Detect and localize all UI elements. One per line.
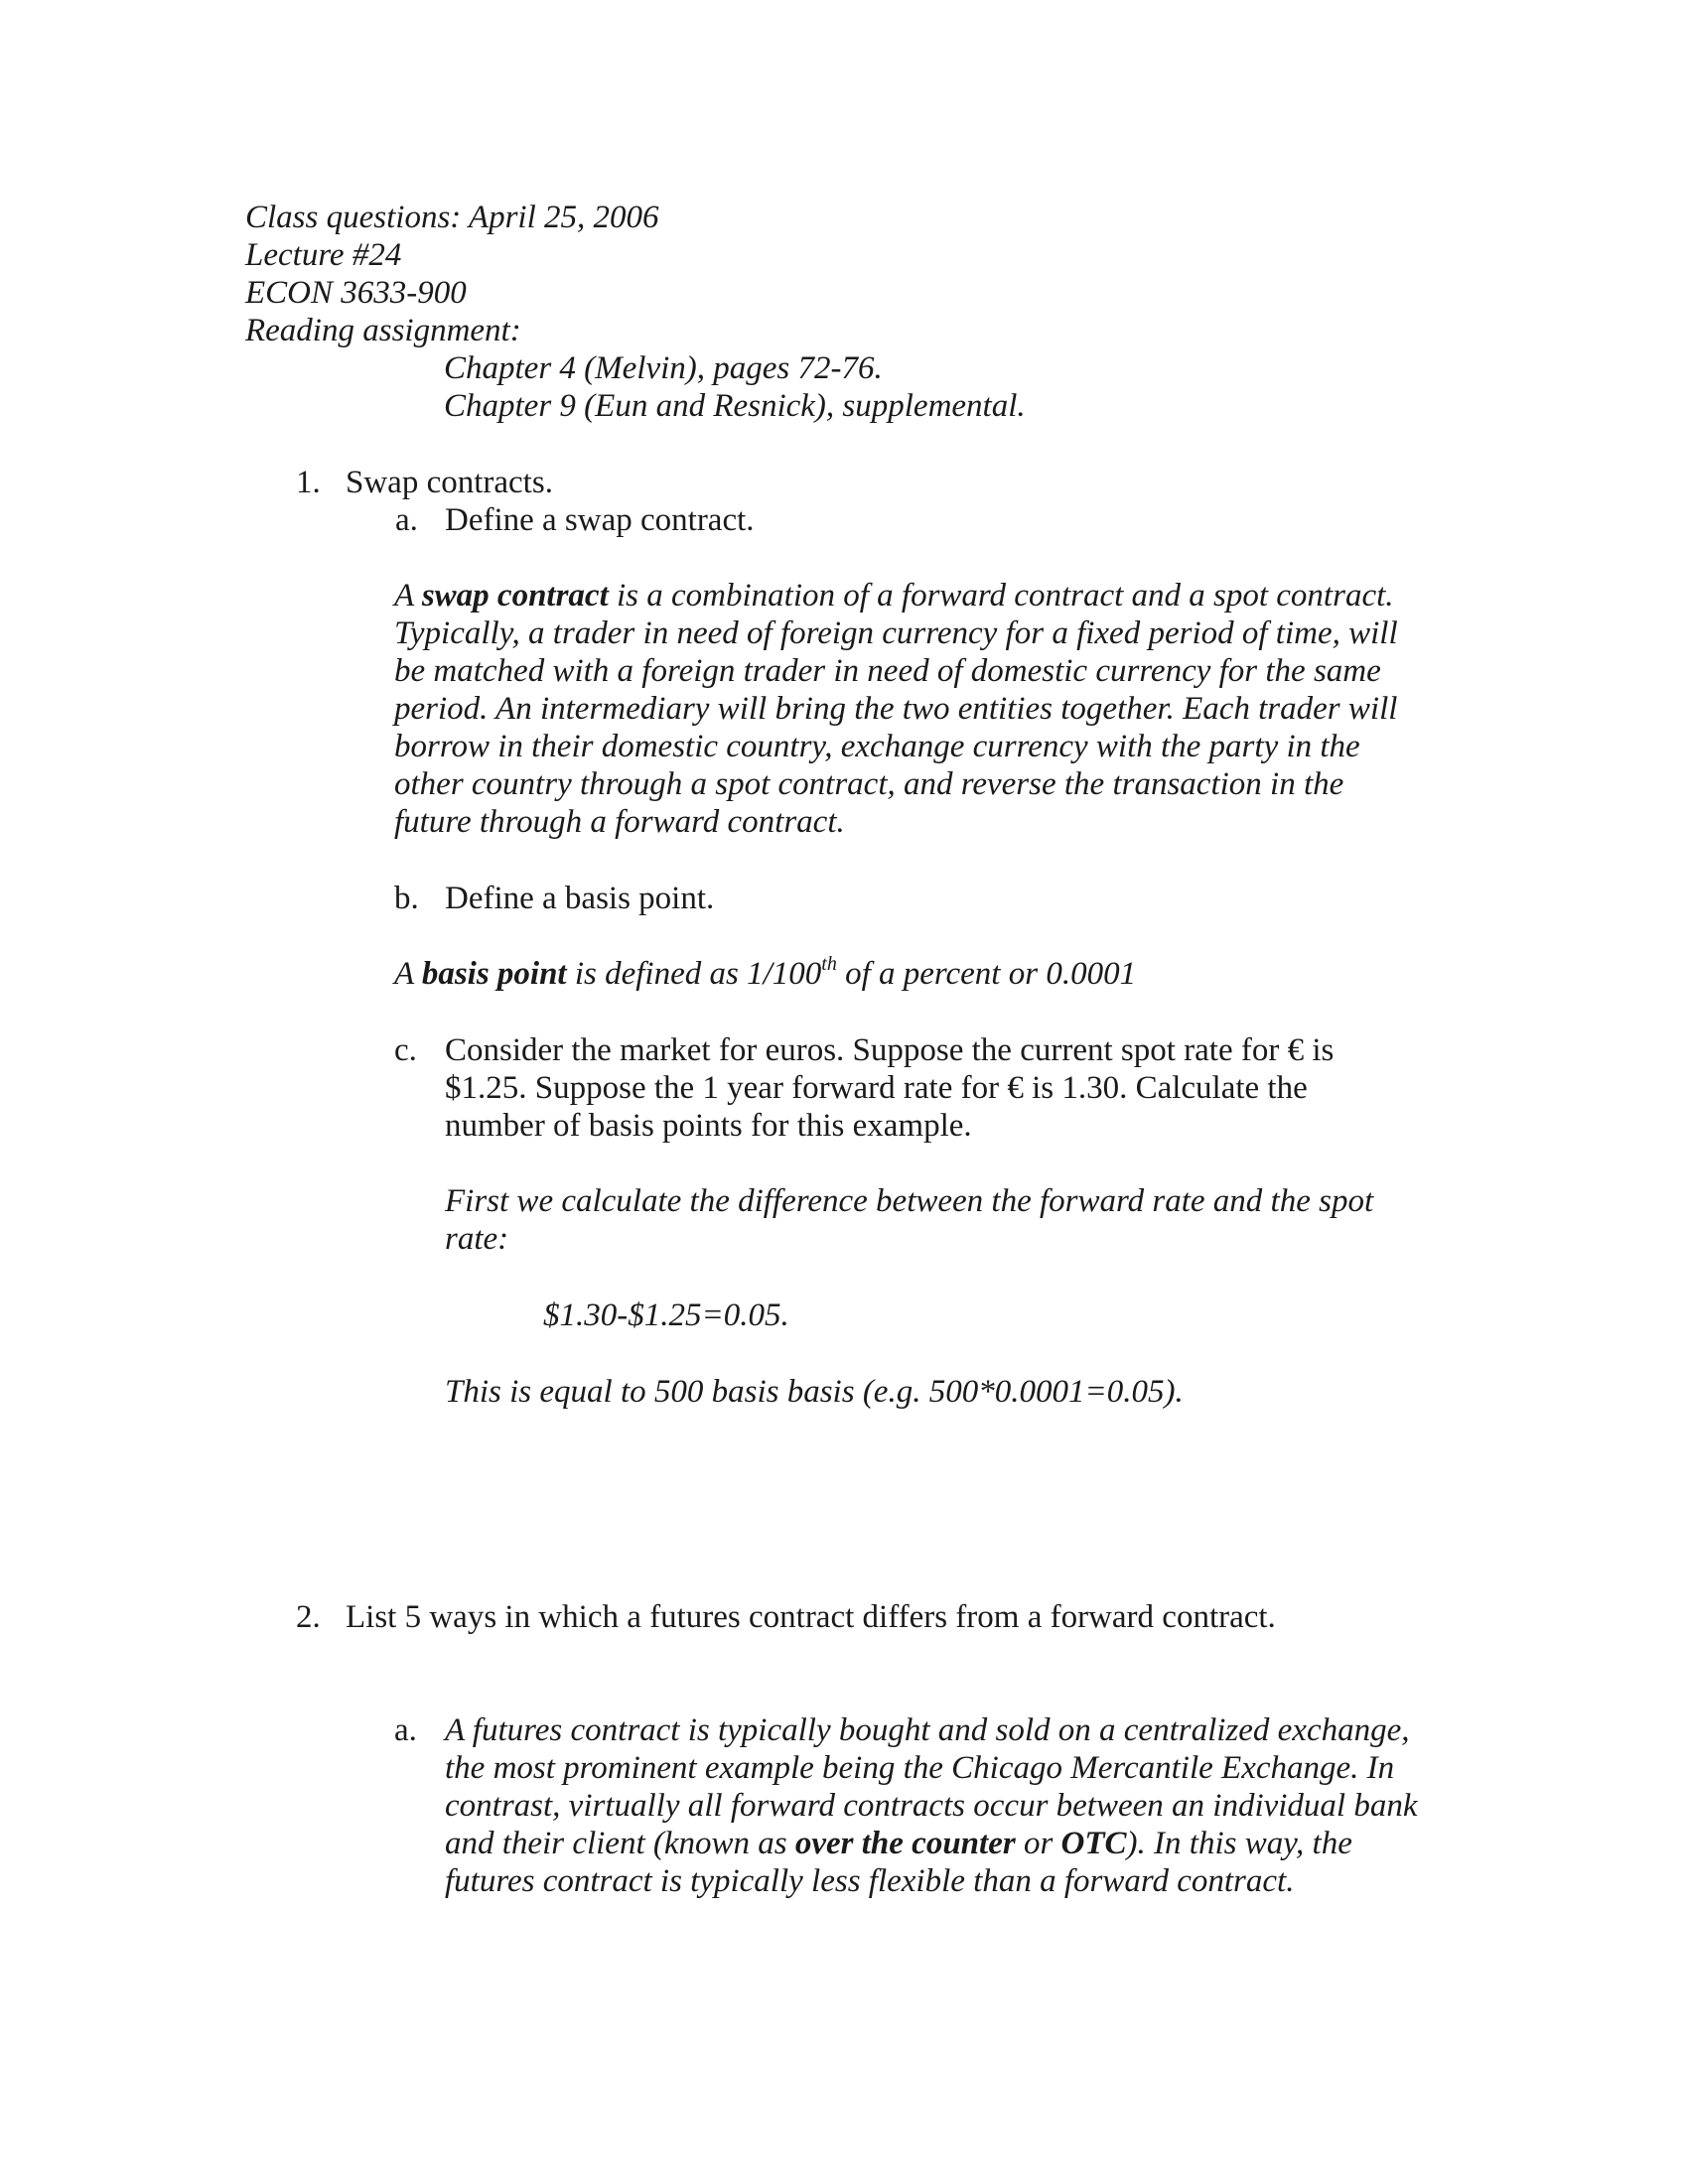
answer-lead: A	[394, 956, 422, 992]
swap-contract-answer	[394, 577, 1398, 841]
answer-text: ). In this way, the	[1126, 1826, 1352, 1861]
question-1c-line-2: $1.25. Suppose the 1 year forward rate for € is 1.30. Calculate the	[445, 1070, 1308, 1106]
answer-line: contrast, virtually all forward contracts occur between an individual bank	[445, 1788, 1418, 1824]
question-1a-text: Define a swap contract.	[445, 502, 755, 538]
reading-assignment-label: Reading assignment:	[245, 313, 521, 348]
answer-line: rate:	[445, 1221, 509, 1257]
answer-line: period. An intermediary will bring the two entities together. Each trader will	[394, 691, 1398, 727]
course-code: ECON 3633-900	[245, 275, 467, 311]
question-1-title: Swap contracts.	[346, 465, 553, 500]
basis-point-answer	[394, 955, 1136, 993]
swap-contract-term: swap contract	[421, 578, 609, 614]
lecture-number: Lecture #24	[245, 237, 402, 273]
answer-text: and their client (known as	[445, 1826, 795, 1861]
question-1b-text: Define a basis point.	[445, 881, 715, 916]
reading-item-2: Chapter 9 (Eun and Resnick), supplemental.	[444, 388, 1026, 424]
answer-text: or	[1015, 1826, 1061, 1861]
basis-point-term: basis point	[421, 956, 567, 992]
question-1c-line-1: Consider the market for euros. Suppose the current spot rate for € is	[445, 1032, 1335, 1068]
question-1c-letter: c.	[394, 1032, 417, 1068]
answer-text: is defined as 1/100	[566, 956, 822, 992]
answer-line: First we calculate the difference between the forward rate and the spot	[445, 1183, 1374, 1219]
question-1-number: 1.	[296, 465, 321, 500]
answer-line: futures contract is typically less flexible than a forward contract.	[445, 1863, 1295, 1899]
superscript: th	[821, 953, 837, 975]
futures-answer	[445, 1711, 1418, 1900]
question-2-title: List 5 ways in which a futures contract differs from a forward contract.	[346, 1599, 1276, 1635]
question-2a-letter: a.	[394, 1712, 417, 1748]
answer-text: is a combination of a forward contract and a spot contract.	[608, 578, 1394, 614]
otc-term: OTC	[1060, 1826, 1127, 1861]
over-the-counter-term: over the counter	[794, 1826, 1016, 1861]
question-1a-letter: a.	[395, 502, 418, 538]
question-1c-line-3: number of basis points for this example.	[445, 1108, 972, 1144]
answer-lead: A	[394, 578, 422, 614]
answer-line	[394, 577, 1398, 614]
answer-line: A futures contract is typically bought and sold on a centralized exchange,	[445, 1712, 1410, 1748]
question-1b-letter: b.	[394, 881, 419, 916]
conclusion: This is equal to 500 basis basis (e.g. 500*0.0001=0.05).	[445, 1374, 1184, 1410]
answer-line: future through a forward contract.	[394, 804, 845, 840]
answer-line: Typically, a trader in need of foreign currency for a fixed period of time, will	[394, 615, 1398, 651]
reading-item-1: Chapter 4 (Melvin), pages 72-76.	[444, 350, 883, 386]
equation: $1.30-$1.25=0.05.	[543, 1297, 789, 1333]
question-2-number: 2.	[296, 1599, 321, 1635]
class-questions-date: Class questions: April 25, 2006	[245, 200, 659, 235]
answer-line	[445, 1825, 1418, 1862]
answer-line: borrow in their domestic country, exchange currency with the party in the	[394, 729, 1360, 764]
answer-line: be matched with a foreign trader in need of domestic currency for the same	[394, 653, 1381, 689]
answer-text: of a percent or 0.0001	[836, 956, 1137, 992]
answer-line: other country through a spot contract, and reverse the transaction in the	[394, 766, 1344, 802]
answer-line	[394, 955, 1136, 993]
answer-line: the most prominent example being the Chicago Mercantile Exchange. In	[445, 1750, 1395, 1786]
basis-calculation-answer	[445, 1182, 1373, 1258]
